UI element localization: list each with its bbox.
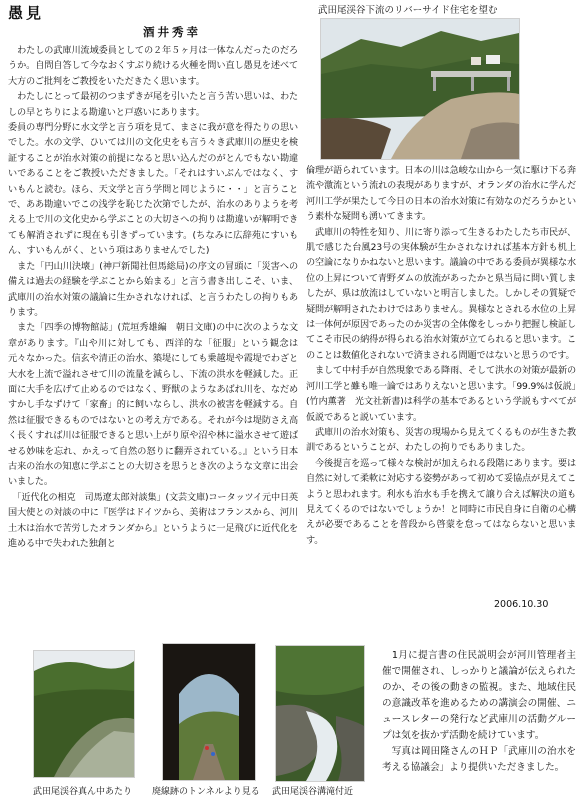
body-paragraph: 今後提言を巡って様々な検討が加えられる段階にあります。要は自然に対して柔軟に対応する姿勢があって初めて妥協点が見えてこようと思われます。利水も治水も手を携えて譲り合えば解決の道も見えてくるのではないでしょうか！と同時に市民自身に自衛の心構えが必要であることを普段から啓蒙を怠ってはならないと思います。	[306, 458, 576, 546]
body-paragraph: また「四季の博物館誌」(荒垣秀雄編 朝日文庫)の中に次のような文章があります。『山や川に対しても、西洋的な「征服」という観念は元々なかった。信玄や清正の治水、築堤にしても乗越堤や霞堤でわざと大水を上流で溢れさせて川の流量を減らし、下流の洪水を軽減した。正面に大手を広げて止めるのではなく、野獣のようなあばれ川を、なだめすかし手なずけて「家畜」的に飼いならし、洪水の被害を軽減する。自然は征服できるものではないとの考え方である。それが今は堤防さえ高く長くすれば川は征服できると思い上がり原や沼や林に溢水させて遊ばせる妙味を忘れ、かえって自然の怒りに翻弄されている。』という日本古来の治水の知恵に学ぶことの大切さを思うとき次のような文章に出会いました。	[8, 323, 298, 488]
body-paragraph: 委員の専門分野に水文学と言う項を見て、まさに我が意を得たりの思いでした。水の文学、ひいては川の文化史をも言う々き武庫川の歴史を検証することが治水対策の前提になると思い込んだのがとんでもない勘違いであることをご教授いただきました。「それはすいぶんではなく、すいもんと読む。ほら、天文学と言う学問と同じように・・」と言うことで、ああ勘違いでこの浅学を恥じた次第でしたが、治水のありようを考える上で川の文化史から学ぶことの大切さへの拘りは勘違いが解明できても解消されずに現在も引きずっています。(ちなみに広辞苑にすいもん、すいもんがく、という項はありませんでした)	[8, 123, 298, 257]
right-column	[306, 164, 576, 549]
bottom-photo-caption: 武田尾渓谷真ん中あたり	[33, 787, 133, 797]
afterword-note	[382, 648, 576, 776]
tunnel-view-photo	[162, 643, 256, 781]
body-paragraph: 「近代化の相克 司馬遼太郎対談集」(文芸文庫)コータッツイ元中日英国大使との対談の中に『医学はドイツから、美術はフランスから、河川土木は治水で苦労したオランダから』というように一足飛びに近代化を進める中で失われた独創と	[8, 492, 298, 549]
body-paragraph: わたしにとって最初のつまずきが尾を引いたと言う苦い思いは、わたしの早とちりによる勘違いと戸惑いにあります。	[8, 92, 298, 118]
body-paragraph: 武庫川の特性を知り、川に寄り添って生きるわたしたち市民が、肌で感じた台風23号の実体験が生かされなければ基本方針も机上の空論になりかねないと思います。議論の中である委員が異様な水位の上昇について青野ダムの放流があったかと県当局に問い質しましたが、県は放流はしていないと明言しました。しかしその質疑で疑問が解明されたわけではありません。異様なとされる水位の上昇は一体何が原因であったのか災害の全体像をしっかり把握し検証してこそ市民の納得が得られる治水対策が立てられると思います。このことは数値化されないで済まされる問題ではないと思うのです。	[306, 227, 576, 361]
body-paragraph: 武庫川の治水対策も、災害の現場から見えてくるものが生きた教訓であるということが、わたしの拘りでもありました。	[306, 427, 576, 454]
body-paragraph: わたしの武庫川流域委員としての２年５ヶ月は一体なんだったのだろうか。自問自答して今なおくすぶり続ける火種を問い直し愚見を述べて大方のご批判をご教授をいただきたく思います。	[8, 46, 298, 87]
mizotaki-falls-photo	[275, 645, 365, 782]
left-column	[8, 44, 298, 552]
top-photo-caption: 武田尾渓谷下流のリバーサイド住宅を望む	[318, 5, 498, 16]
author-name: 酒井秀幸	[143, 25, 201, 39]
body-paragraph: まして中村手が自然現象である降雨、そして洪水の対策が最新の河川工学と雖も唯一論ではありえないと思います。「99.9%は仮説」(竹内薫著 光文社新書)は科学の基本であるという学説もすべてが仮説であると説いています。	[306, 366, 576, 423]
body-paragraph: 倫理が語られています。日本の川は急峻な山から一気に駆け下る奔流や激流という流れの表現がありますが、オランダの治水に学んだ河川工学が果たして今日の日本の治水対策に有効なのだろうかという素朴な疑問も湧いてきます。	[306, 166, 576, 223]
page-title: 愚見	[8, 4, 45, 22]
gorge-middle-photo	[33, 650, 135, 778]
river-photo-riverside-houses	[320, 18, 520, 160]
bottom-photo-caption: 廃線跡のトンネルより見る	[152, 787, 260, 797]
note-paragraph: 1月に提言書の住民説明会が河川管理者主催で開催され、しっかりと議論が伝えられたのか、その後の動きの監視。また、地域住民の意識改革を進めるための講演会の開催、ニュースレターの発行など武庫川の活動グループは気を抜かず活動を続けています。	[382, 650, 576, 741]
body-paragraph: また「円山川決壊」(神戸新聞社但馬総局)の序文の冒頭に「災害への備えは過去の経験を学ぶことから始まる」と言う書き出しこそ、いま、武庫川の治水対策の議論に生かされなければ、と言うわたしの拘りもあります。	[8, 261, 298, 318]
bottom-photo-caption: 武田尾渓谷溝滝付近	[272, 787, 354, 797]
document-date: 2006.10.30	[494, 599, 549, 610]
note-paragraph: 写真は岡田隆さんのＨＰ「武庫川の治水を考える協議会」より提供いただきました。	[382, 746, 576, 773]
